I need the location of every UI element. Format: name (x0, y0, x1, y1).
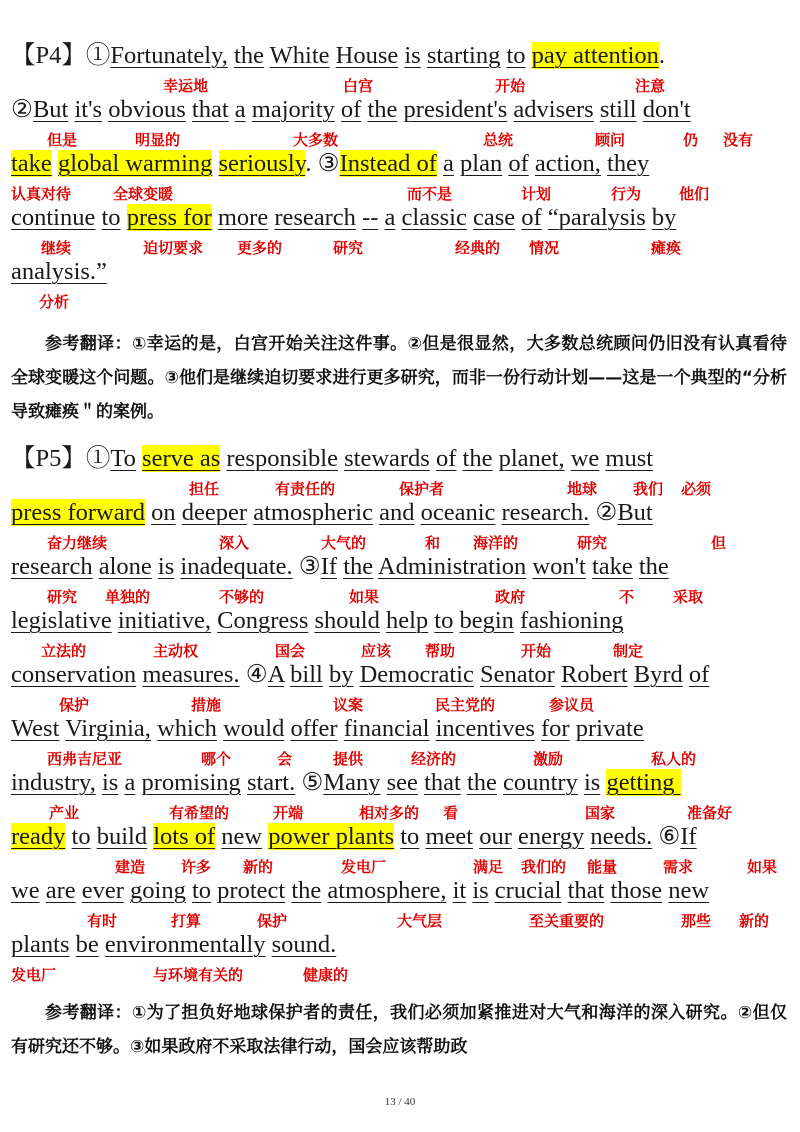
p5-line-3: research alone is inadequate. ③If the Administration won't take the (11, 553, 669, 580)
p5-translation (11, 996, 787, 1064)
gloss-word: 幸运地 (163, 77, 209, 95)
p5-line-5: conservation measures. ④A bill by Democratic Senator Robert Byrd of (11, 661, 710, 688)
gloss-word: 研究 (577, 534, 608, 552)
gloss-word: 我们的 (521, 858, 567, 876)
gloss-word: 发电厂 (341, 858, 387, 876)
gloss-word: 帮助 (425, 642, 456, 660)
gloss-word: 担任 (189, 480, 220, 498)
p5-line-6: West Virginia, which would offer financial incentives for private (11, 715, 644, 742)
gloss-word: 计划 (521, 185, 552, 203)
gloss-word: 研究 (333, 239, 364, 257)
p5-line-2: press forward on deeper atmospheric and oceanic research. ②But (11, 499, 653, 526)
gloss-word: 迫切要求 (143, 239, 204, 257)
gloss-word: 分析 (39, 293, 70, 311)
gloss-word: 大多数 (293, 131, 339, 149)
gloss-word: 如果 (747, 858, 778, 876)
gloss-word: 保护 (257, 912, 288, 930)
gloss-word: 保护者 (399, 480, 445, 498)
gloss-word: 认真对待 (11, 185, 72, 203)
gloss-word: 有时 (87, 912, 118, 930)
gloss-word: 能量 (587, 858, 618, 876)
gloss-word: 满足 (473, 858, 504, 876)
gloss-word: 需求 (663, 858, 694, 876)
gloss-word: 议案 (333, 696, 364, 714)
gloss-word: 与环境有关的 (153, 966, 244, 984)
gloss-word: 和 (425, 534, 441, 552)
gloss-word: 新的 (739, 912, 770, 930)
gloss-word: 健康的 (303, 966, 349, 984)
p4-line-3: take global warming seriously. ③Instead of a plan of action, they (11, 150, 650, 177)
gloss-word: 那些 (681, 912, 712, 930)
gloss-word: 政府 (495, 588, 526, 606)
gloss-word: 开始 (521, 642, 552, 660)
gloss-word: 采取 (673, 588, 704, 606)
gloss-word: 而不是 (407, 185, 453, 203)
gloss-word: 行为 (611, 185, 642, 203)
gloss-word: 我们 (633, 480, 664, 498)
gloss-word: 不够的 (219, 588, 265, 606)
gloss-word: 经济的 (411, 750, 457, 768)
gloss-word: 大气层 (397, 912, 443, 930)
gloss-word: 经典的 (455, 239, 501, 257)
gloss-word: 准备好 (687, 804, 733, 822)
gloss-word: 激励 (533, 750, 564, 768)
gloss-word: 国家 (585, 804, 616, 822)
gloss-word: 有希望的 (169, 804, 230, 822)
gloss-word: 开始 (495, 77, 526, 95)
gloss-word: 应该 (361, 642, 392, 660)
gloss-word: 注意 (635, 77, 666, 95)
translation-text: ①幸运的是，白宫开始关注这件事。②但是很显然，大多数总统顾问仍旧没有认真看待全球变暖这个问题。③他们是继续迫切要求进行更多研究，而非一份行动计划——这是一个典型的“分析导致瘫痪＂的案例。 (11, 334, 787, 422)
gloss-word: 情况 (529, 239, 560, 257)
gloss-word: 继续 (41, 239, 72, 257)
gloss-word: 主动权 (153, 642, 199, 660)
gloss-word: 深入 (219, 534, 250, 552)
gloss-word: 西弗吉尼亚 (47, 750, 123, 768)
p5-line-7: industry, is a promising start. ⑤Many see that the country is getting (11, 769, 681, 796)
gloss-word: 仍 (683, 131, 699, 149)
gloss-word: 相对多的 (359, 804, 420, 822)
gloss-word: 民主党的 (435, 696, 496, 714)
gloss-word: 立法的 (41, 642, 87, 660)
gloss-word: 大气的 (321, 534, 367, 552)
gloss-word: 但是 (47, 131, 78, 149)
gloss-word: 总统 (483, 131, 514, 149)
p4-line-4: continue to press for more research -- a classic case of “paralysis by (11, 204, 677, 231)
gloss-word: 打算 (171, 912, 202, 930)
gloss-word: 白宫 (343, 77, 374, 95)
gloss-word: 海洋的 (473, 534, 519, 552)
gloss-word: 至关重要的 (529, 912, 605, 930)
gloss-word: 保护 (59, 696, 90, 714)
gloss-word: 国会 (275, 642, 306, 660)
gloss-word: 产业 (49, 804, 80, 822)
translation-label: 参考翻译： (45, 1003, 132, 1023)
gloss-word: 看 (443, 804, 459, 822)
p5-line-4: legislative initiative, Congress should help to begin fashioning (11, 607, 624, 634)
p5-line-1: 【P5】①To serve as responsible stewards of the planet, we must (11, 445, 654, 472)
gloss-word: 必须 (681, 480, 712, 498)
gloss-word: 建造 (115, 858, 146, 876)
p5-line-8: ready to build lots of new power plants to meet our energy needs. ⑥If (11, 823, 697, 850)
p5-line-10: plants be environmentally sound. (11, 931, 337, 958)
gloss-word: 有责任的 (275, 480, 336, 498)
p5-line-9: we are ever going to protect the atmosphere, it is crucial that those new (11, 877, 710, 904)
gloss-word: 但 (711, 534, 727, 552)
gloss-word: 奋力继续 (47, 534, 108, 552)
gloss-word: 发电厂 (11, 966, 57, 984)
gloss-word: 许多 (181, 858, 212, 876)
p4-translation (11, 327, 787, 429)
gloss-word: 单独的 (105, 588, 151, 606)
gloss-word: 参议员 (549, 696, 595, 714)
translation-text: ①为了担负好地球保护者的责任，我们必须加紧推进对大气和海洋的深入研究。②但仅有研究还不够。③如果政府不采取法律行动，国会应该帮助政 (11, 1003, 787, 1057)
gloss-word: 没有 (723, 131, 754, 149)
page-number: 13 / 40 (384, 1096, 416, 1108)
gloss-word: 不 (619, 588, 635, 606)
gloss-word: 如果 (349, 588, 380, 606)
gloss-word: 新的 (243, 858, 274, 876)
gloss-word: 措施 (191, 696, 222, 714)
gloss-word: 私人的 (651, 750, 697, 768)
gloss-word: 全球变暖 (113, 185, 174, 203)
gloss-word: 明显的 (135, 131, 181, 149)
gloss-word: 哪个 (201, 750, 232, 768)
gloss-word: 更多的 (237, 239, 283, 257)
gloss-word: 地球 (567, 480, 598, 498)
gloss-word: 会 (277, 750, 293, 768)
gloss-word: 制定 (613, 642, 644, 660)
translation-label: 参考翻译： (45, 334, 132, 354)
p4-line-2: ②But it's obvious that a majority of the president's advisers still don't (11, 96, 691, 123)
gloss-word: 开端 (273, 804, 304, 822)
gloss-word: 瘫痪 (651, 239, 682, 257)
p4-line-1: 【P4】①Fortunately, the White House is starting to pay attention. (11, 42, 666, 69)
gloss-word: 他们 (679, 185, 710, 203)
gloss-word: 提供 (333, 750, 364, 768)
gloss-word: 研究 (47, 588, 78, 606)
gloss-word: 顾问 (595, 131, 626, 149)
p4-line-5: analysis.” (11, 258, 107, 285)
